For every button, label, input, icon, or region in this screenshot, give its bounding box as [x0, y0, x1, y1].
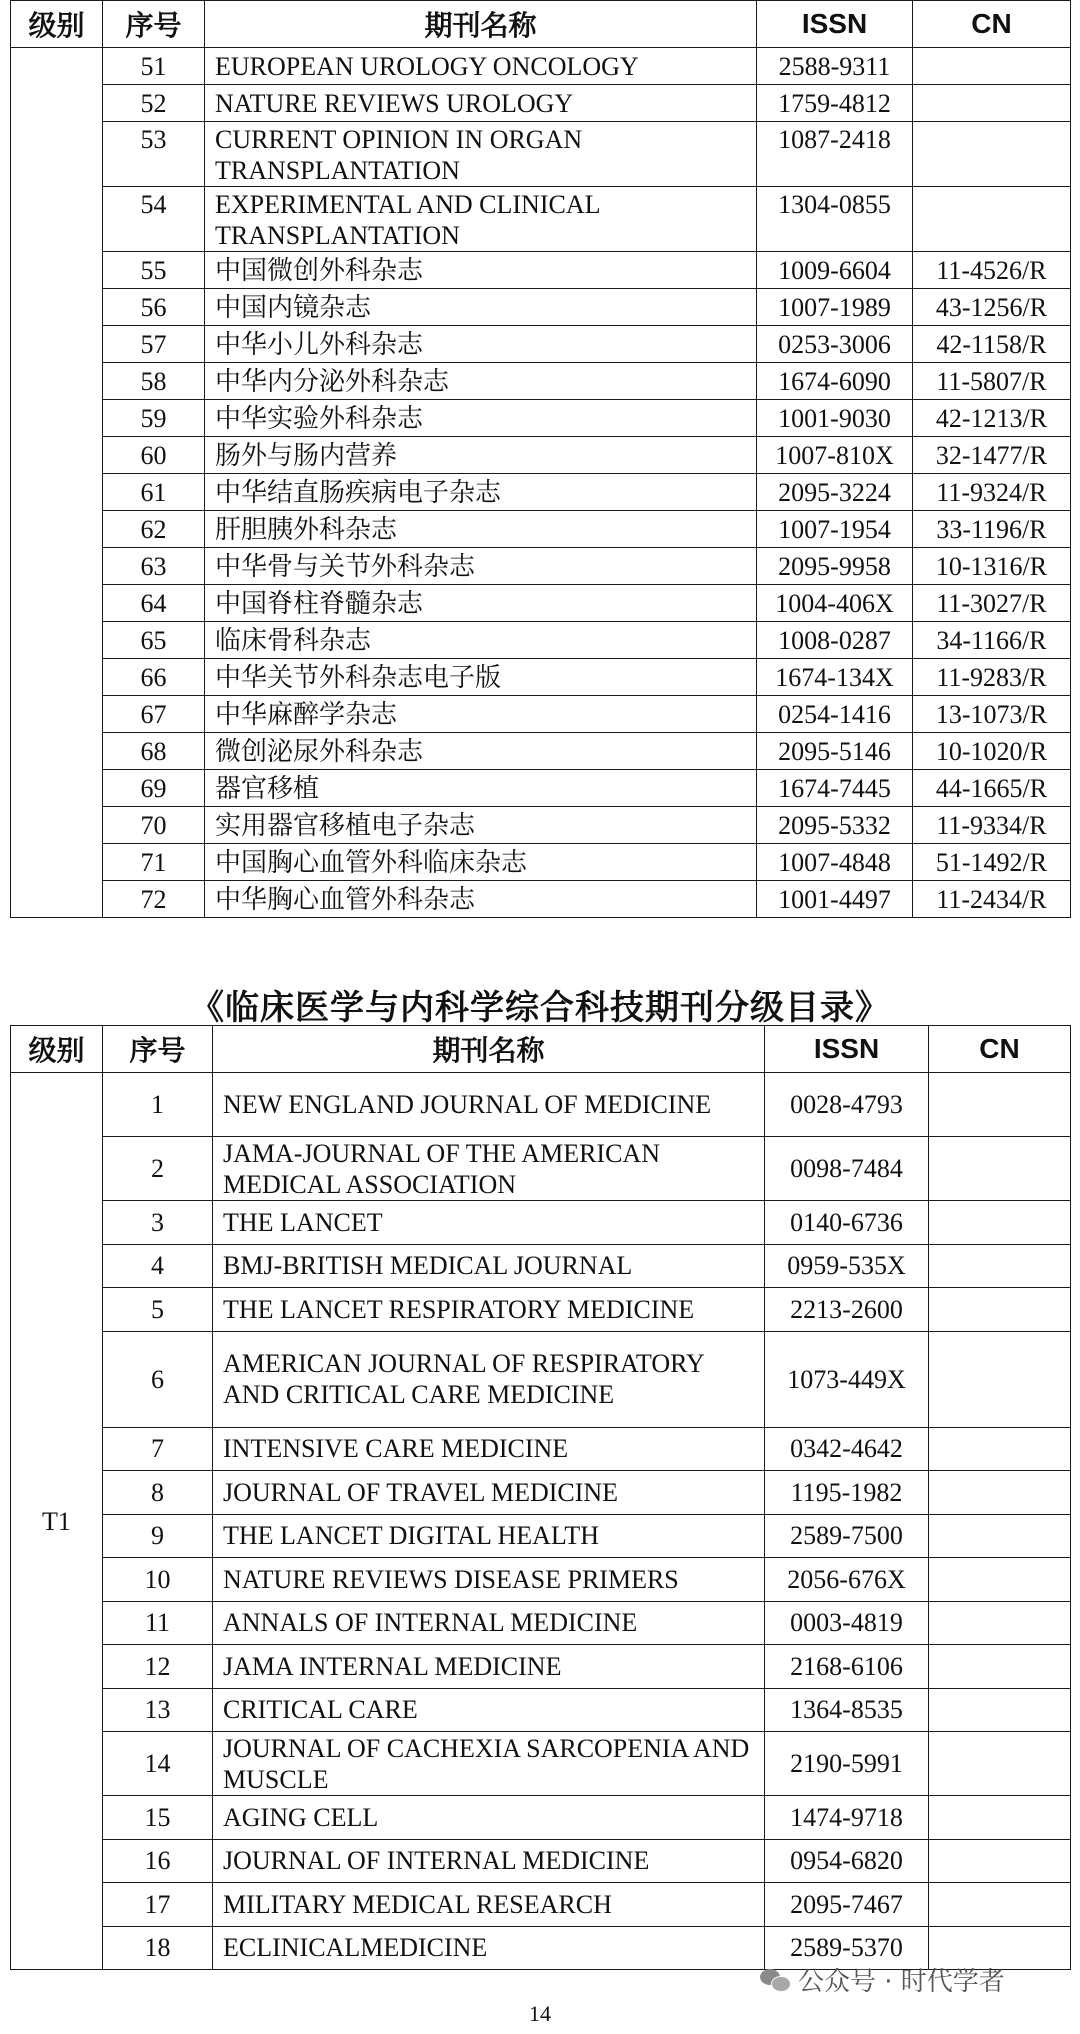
table-row [11, 881, 1071, 918]
journal-name: 中华骨与关节外科杂志 [205, 548, 757, 585]
journal-name: 临床骨科杂志 [205, 622, 757, 659]
table-row [11, 1645, 1071, 1689]
table-row [11, 400, 1071, 437]
issn-value: 2095-5332 [757, 807, 913, 844]
watermark-text: 公众号 · 时代学者 [798, 1967, 1005, 1997]
row-number: 62 [103, 511, 205, 548]
journal-name: JOURNAL OF TRAVEL MEDICINE [213, 1471, 765, 1515]
page-number: 14 [529, 2001, 551, 2026]
issn-value: 1008-0287 [757, 622, 913, 659]
journal-name: 中华小儿外科杂志 [205, 326, 757, 363]
journal-name: MILITARY MEDICAL RESEARCH [213, 1883, 765, 1927]
watermark [760, 1961, 1005, 1998]
table-row [11, 511, 1071, 548]
cn-value [929, 1471, 1071, 1515]
cn-value: 13-1073/R [913, 696, 1071, 733]
table-row [11, 48, 1071, 85]
cn-value: 33-1196/R [913, 511, 1071, 548]
row-number: 54 [103, 187, 205, 252]
section-title: 《临床医学与内科学综合科技期刊分级目录》 [190, 988, 890, 1028]
row-number: 16 [103, 1839, 213, 1883]
journal-name: 中华麻醉学杂志 [205, 696, 757, 733]
issn-value: 1007-810X [757, 437, 913, 474]
cn-value: 11-9334/R [913, 807, 1071, 844]
issn-value: 1195-1982 [765, 1471, 929, 1515]
issn-value: 2589-5370 [765, 1926, 929, 1970]
table-row [11, 1331, 1071, 1427]
row-number: 6 [103, 1331, 213, 1427]
cn-value: 11-2434/R [913, 881, 1071, 918]
journal-name: NEW ENGLAND JOURNAL OF MEDICINE [213, 1073, 765, 1137]
journal-name: NATURE REVIEWS DISEASE PRIMERS [213, 1558, 765, 1602]
journal-name: 中国微创外科杂志 [205, 252, 757, 289]
journal-table-t1 [10, 1025, 1071, 1970]
level-cell: T1 [11, 1073, 103, 1970]
cn-value: 44-1665/R [913, 770, 1071, 807]
cn-value: 11-4526/R [913, 252, 1071, 289]
cn-value: 11-9324/R [913, 474, 1071, 511]
cn-value [929, 1732, 1071, 1796]
journal-name: 中华胸心血管外科杂志 [205, 881, 757, 918]
cn-value: 11-9283/R [913, 659, 1071, 696]
issn-value: 2056-676X [765, 1558, 929, 1602]
issn-value: 0954-6820 [765, 1839, 929, 1883]
cn-value: 11-3027/R [913, 585, 1071, 622]
cn-value: 10-1020/R [913, 733, 1071, 770]
table-row [11, 1288, 1071, 1332]
row-number: 7 [103, 1427, 213, 1471]
journal-name: 实用器官移植电子杂志 [205, 807, 757, 844]
issn-value: 1364-8535 [765, 1688, 929, 1732]
issn-value: 1674-6090 [757, 363, 913, 400]
journal-name: JAMA INTERNAL MEDICINE [213, 1645, 765, 1689]
cn-value: 32-1477/R [913, 437, 1071, 474]
journal-name: 器官移植 [205, 770, 757, 807]
header-cn: CN [929, 1026, 1071, 1073]
issn-value: 1007-1989 [757, 289, 913, 326]
row-number: 5 [103, 1288, 213, 1332]
row-number: 58 [103, 363, 205, 400]
cn-value: 11-5807/R [913, 363, 1071, 400]
journal-name: JAMA-JOURNAL OF THE AMERICAN MEDICAL ASSOCIATION [213, 1137, 765, 1201]
row-number: 12 [103, 1645, 213, 1689]
table-row [11, 659, 1071, 696]
cn-value [929, 1244, 1071, 1288]
journal-name: CURRENT OPINION IN ORGAN TRANSPLANTATION [205, 122, 757, 187]
row-number: 14 [103, 1732, 213, 1796]
issn-value: 0003-4819 [765, 1601, 929, 1645]
issn-value: 2095-9958 [757, 548, 913, 585]
journal-name: THE LANCET RESPIRATORY MEDICINE [213, 1288, 765, 1332]
header-num: 序号 [103, 1, 205, 48]
journal-name: 中华结直肠疾病电子杂志 [205, 474, 757, 511]
table-row [11, 548, 1071, 585]
journal-name: AGING CELL [213, 1796, 765, 1840]
row-number: 4 [103, 1244, 213, 1288]
cn-value [929, 1073, 1071, 1137]
table-row [11, 1514, 1071, 1558]
row-number: 2 [103, 1137, 213, 1201]
row-number: 69 [103, 770, 205, 807]
table-body [11, 1073, 1071, 1970]
cn-value: 42-1158/R [913, 326, 1071, 363]
table-row [11, 1732, 1071, 1796]
issn-value: 0959-535X [765, 1244, 929, 1288]
issn-value: 2095-7467 [765, 1883, 929, 1927]
table-row [11, 1558, 1071, 1602]
journal-name: 肠外与肠内营养 [205, 437, 757, 474]
row-number: 15 [103, 1796, 213, 1840]
journal-name: ECLINICALMEDICINE [213, 1926, 765, 1970]
issn-value: 2168-6106 [765, 1645, 929, 1689]
table-row [11, 252, 1071, 289]
cn-value [913, 187, 1071, 252]
row-number: 56 [103, 289, 205, 326]
issn-value: 0098-7484 [765, 1137, 929, 1201]
level-cell [11, 48, 103, 918]
cn-value [929, 1288, 1071, 1332]
row-number: 55 [103, 252, 205, 289]
journal-name: THE LANCET [213, 1201, 765, 1245]
cn-value [929, 1883, 1071, 1927]
header-level: 级别 [11, 1, 103, 48]
cn-value [913, 85, 1071, 122]
journal-name: 肝胆胰外科杂志 [205, 511, 757, 548]
table-row [11, 1883, 1071, 1927]
journal-name: BMJ-BRITISH MEDICAL JOURNAL [213, 1244, 765, 1288]
journal-name: 中华实验外科杂志 [205, 400, 757, 437]
row-number: 72 [103, 881, 205, 918]
journal-table-continued [10, 0, 1071, 918]
issn-value: 0140-6736 [765, 1201, 929, 1245]
row-number: 66 [103, 659, 205, 696]
row-number: 8 [103, 1471, 213, 1515]
issn-value: 2095-3224 [757, 474, 913, 511]
table-row [11, 85, 1071, 122]
table-row [11, 1471, 1071, 1515]
journal-name: JOURNAL OF INTERNAL MEDICINE [213, 1839, 765, 1883]
issn-value: 2588-9311 [757, 48, 913, 85]
table-row [11, 622, 1071, 659]
cn-value: 34-1166/R [913, 622, 1071, 659]
issn-value: 1009-6604 [757, 252, 913, 289]
table-header-row [11, 1, 1071, 48]
cn-value [929, 1201, 1071, 1245]
table-row [11, 437, 1071, 474]
issn-value: 1004-406X [757, 585, 913, 622]
table-row [11, 1137, 1071, 1201]
cn-value [929, 1137, 1071, 1201]
table-row [11, 807, 1071, 844]
table-row [11, 696, 1071, 733]
journal-name: 中国脊柱脊髓杂志 [205, 585, 757, 622]
row-number: 60 [103, 437, 205, 474]
row-number: 3 [103, 1201, 213, 1245]
cn-value [929, 1331, 1071, 1427]
issn-value: 2095-5146 [757, 733, 913, 770]
issn-value: 1001-4497 [757, 881, 913, 918]
cn-value [929, 1839, 1071, 1883]
table-row [11, 1244, 1071, 1288]
row-number: 61 [103, 474, 205, 511]
row-number: 65 [103, 622, 205, 659]
journal-name: EXPERIMENTAL AND CLINICAL TRANSPLANTATION [205, 187, 757, 252]
header-num: 序号 [103, 1026, 213, 1073]
header-issn: ISSN [757, 1, 913, 48]
cn-value [929, 1558, 1071, 1602]
cn-value [913, 122, 1071, 187]
table-row [11, 1427, 1071, 1471]
journal-name: JOURNAL OF CACHEXIA SARCOPENIA AND MUSCLE [213, 1732, 765, 1796]
journal-name: THE LANCET DIGITAL HEALTH [213, 1514, 765, 1558]
row-number: 64 [103, 585, 205, 622]
journal-name: 中华内分泌外科杂志 [205, 363, 757, 400]
row-number: 1 [103, 1073, 213, 1137]
issn-value: 1087-2418 [757, 122, 913, 187]
cn-value [929, 1427, 1071, 1471]
journal-name: AMERICAN JOURNAL OF RESPIRATORY AND CRITICAL CARE MEDICINE [213, 1331, 765, 1427]
journal-name: 中国胸心血管外科临床杂志 [205, 844, 757, 881]
table-header-row [11, 1026, 1071, 1073]
row-number: 17 [103, 1883, 213, 1927]
journal-name: 中国内镜杂志 [205, 289, 757, 326]
issn-value: 0028-4793 [765, 1073, 929, 1137]
header-name: 期刊名称 [205, 1, 757, 48]
cn-value: 10-1316/R [913, 548, 1071, 585]
cn-value [913, 48, 1071, 85]
table-row [11, 474, 1071, 511]
cn-value: 43-1256/R [913, 289, 1071, 326]
issn-value: 2213-2600 [765, 1288, 929, 1332]
table-row [11, 363, 1071, 400]
cn-value: 51-1492/R [913, 844, 1071, 881]
table-row [11, 844, 1071, 881]
issn-value: 1001-9030 [757, 400, 913, 437]
row-number: 68 [103, 733, 205, 770]
row-number: 52 [103, 85, 205, 122]
row-number: 53 [103, 122, 205, 187]
issn-value: 1759-4812 [757, 85, 913, 122]
header-name: 期刊名称 [213, 1026, 765, 1073]
row-number: 70 [103, 807, 205, 844]
cn-value [929, 1514, 1071, 1558]
issn-value: 1073-449X [765, 1331, 929, 1427]
table-row [11, 289, 1071, 326]
header-cn: CN [913, 1, 1071, 48]
cn-value [929, 1601, 1071, 1645]
row-number: 57 [103, 326, 205, 363]
row-number: 18 [103, 1926, 213, 1970]
journal-name: 微创泌尿外科杂志 [205, 733, 757, 770]
issn-value: 1304-0855 [757, 187, 913, 252]
issn-value: 0254-1416 [757, 696, 913, 733]
table-row [11, 733, 1071, 770]
row-number: 9 [103, 1514, 213, 1558]
issn-value: 1674-7445 [757, 770, 913, 807]
wechat-icon [760, 1967, 790, 1993]
header-level: 级别 [11, 1026, 103, 1073]
table-row [11, 1688, 1071, 1732]
cn-value [929, 1645, 1071, 1689]
issn-value: 0253-3006 [757, 326, 913, 363]
table-row [11, 187, 1071, 252]
table-row [11, 1073, 1071, 1137]
table-row [11, 1839, 1071, 1883]
issn-value: 1474-9718 [765, 1796, 929, 1840]
issn-value: 1007-4848 [757, 844, 913, 881]
row-number: 67 [103, 696, 205, 733]
journal-name: CRITICAL CARE [213, 1688, 765, 1732]
header-issn: ISSN [765, 1026, 929, 1073]
table-row [11, 1601, 1071, 1645]
row-number: 71 [103, 844, 205, 881]
row-number: 63 [103, 548, 205, 585]
cn-value: 42-1213/R [913, 400, 1071, 437]
row-number: 51 [103, 48, 205, 85]
row-number: 59 [103, 400, 205, 437]
journal-name: 中华关节外科杂志电子版 [205, 659, 757, 696]
journal-name: EUROPEAN UROLOGY ONCOLOGY [205, 48, 757, 85]
journal-name: INTENSIVE CARE MEDICINE [213, 1427, 765, 1471]
table-body [11, 48, 1071, 918]
issn-value: 2190-5991 [765, 1732, 929, 1796]
journal-name: ANNALS OF INTERNAL MEDICINE [213, 1601, 765, 1645]
issn-value: 2589-7500 [765, 1514, 929, 1558]
table-row [11, 770, 1071, 807]
row-number: 11 [103, 1601, 213, 1645]
issn-value: 1007-1954 [757, 511, 913, 548]
table-row [11, 326, 1071, 363]
issn-value: 1674-134X [757, 659, 913, 696]
row-number: 10 [103, 1558, 213, 1602]
row-number: 13 [103, 1688, 213, 1732]
cn-value [929, 1688, 1071, 1732]
issn-value: 0342-4642 [765, 1427, 929, 1471]
journal-name: NATURE REVIEWS UROLOGY [205, 85, 757, 122]
table-row [11, 1201, 1071, 1245]
table-row [11, 122, 1071, 187]
table-row [11, 1796, 1071, 1840]
cn-value [929, 1796, 1071, 1840]
table-row [11, 585, 1071, 622]
